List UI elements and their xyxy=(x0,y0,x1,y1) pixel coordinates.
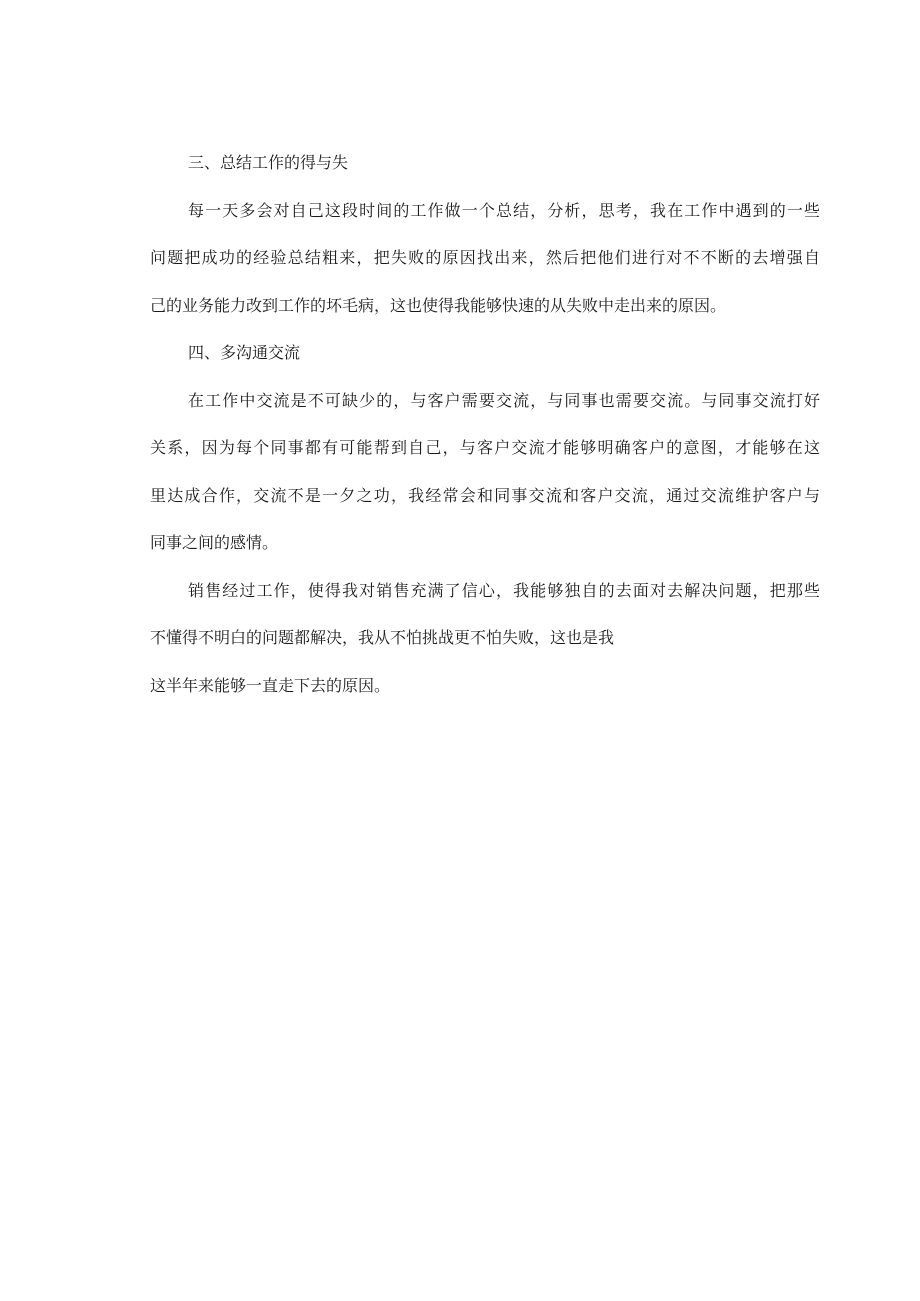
paragraph-line: 问题把成功的经验总结粗来，把失败的原因找出来，然后把他们进行对不不断的去增强自 xyxy=(150,248,820,267)
document-body xyxy=(150,143,820,713)
paragraph-line: 同事之间的感情。 xyxy=(150,533,279,552)
paragraph-line: 每一天多会对自己这段时间的工作做一个总结，分析，思考，我在工作中遇到的一些 xyxy=(188,200,820,220)
paragraph-line: 里达成合作，交流不是一夕之功，我经常会和同事交流和客户交流，通过交流维护客户与 xyxy=(150,485,820,505)
paragraph-line: 不懂得不明白的问题都解决，我从不怕挑战更不怕失败，这也是我 xyxy=(150,628,615,647)
section-heading-4: 四、多沟通交流 xyxy=(188,343,301,362)
section-heading-3: 三、总结工作的得与失 xyxy=(188,153,349,172)
paragraph-line: 在工作中交流是不可缺少的，与客户需要交流，与同事也需要交流。与同事交流打好 xyxy=(188,390,820,410)
paragraph-line: 己的业务能力改到工作的坏毛病，这也使得我能够快速的从失败中走出来的原因。 xyxy=(150,295,727,315)
paragraph-line: 销售经过工作，使得我对销售充满了信心，我能够独自的去面对去解决问题，把那些 xyxy=(188,580,820,600)
paragraph-line: 关系，因为每个同事都有可能帮到自己，与客户交流才能够明确客户的意图，才能够在这 xyxy=(150,438,820,457)
paragraph-line: 这半年来能够一直走下去的原因。 xyxy=(150,675,391,695)
